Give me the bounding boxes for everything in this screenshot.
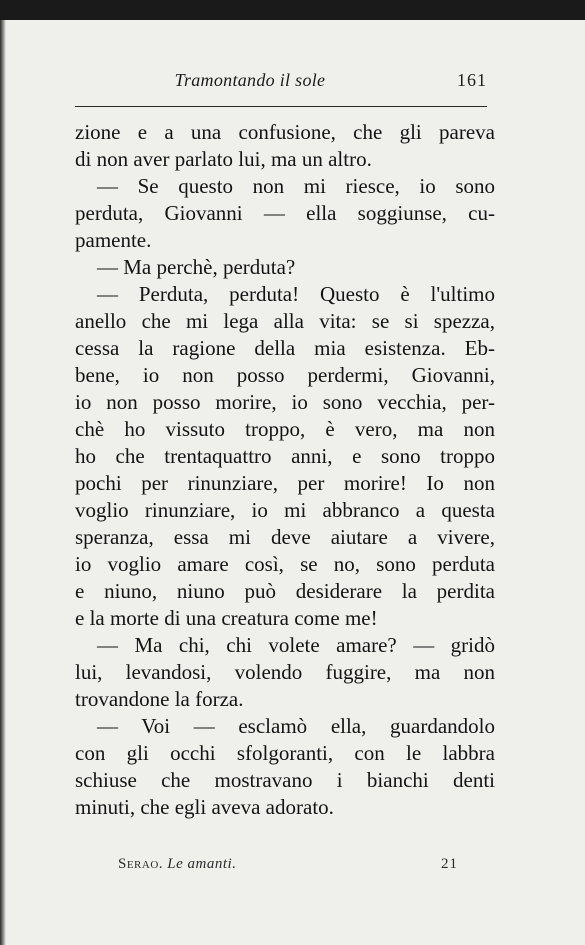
text-line: pamente. xyxy=(75,228,152,252)
text-line: bene, io non posso perdermi, Giovanni, xyxy=(75,363,495,387)
text-line: lui, levandosi, volendo fuggire, ma non xyxy=(75,660,495,684)
text-line: con gli occhi sfolgoranti, con le labbra xyxy=(75,741,495,765)
running-title: Tramontando il sole xyxy=(174,70,326,90)
text-line: ho che trentaquattro anni, e sono troppo xyxy=(75,444,495,468)
book-page xyxy=(0,20,585,945)
work-title: Le amanti. xyxy=(167,856,237,872)
signature-footer xyxy=(118,856,458,878)
running-header xyxy=(75,70,487,94)
header-rule xyxy=(75,106,487,107)
text-line: chè ho vissuto troppo, è vero, ma non xyxy=(75,417,495,441)
text-line: pochi per rinunziare, per morire! Io non xyxy=(75,471,495,495)
text-line: speranza, essa mi deve aiutare a vivere, xyxy=(75,525,495,549)
text-line: io non posso morire, io sono vecchia, per- xyxy=(75,390,495,414)
text-line: minuti, che egli aveva adorato. xyxy=(75,795,334,819)
text-line: — Ma chi, chi volete amare? — gridò xyxy=(97,633,495,657)
text-line: di non aver parlato lui, ma un altro. xyxy=(75,147,372,171)
text-line: voglio rinunziare, io mi abbranco a questa xyxy=(75,498,495,522)
text-line: trovandone la forza. xyxy=(75,687,244,711)
text-line: e la morte di una creatura come me! xyxy=(75,606,378,630)
text-line: e niuno, niuno può desiderare la perdita xyxy=(75,579,495,603)
text-line: — Voi — esclamò ella, guardandolo xyxy=(97,714,495,738)
text-line: zione e a una confusione, che gli pareva xyxy=(75,120,495,144)
body-text xyxy=(75,119,495,821)
signature-number: 21 xyxy=(441,856,458,872)
text-line: — Se questo non mi riesce, io sono xyxy=(97,174,495,198)
text-line: anello che mi lega alla vita: se si spezza, xyxy=(75,309,495,333)
text-line: — Perduta, perduta! Questo è l'ultimo xyxy=(97,282,495,306)
text-line: perduta, Giovanni — ella soggiunse, cu- xyxy=(75,201,495,225)
text-line: io voglio amare così, se no, sono perduta xyxy=(75,552,495,576)
text-line: schiuse che mostravano i bianchi denti xyxy=(75,768,495,792)
page-number: 161 xyxy=(457,70,487,90)
author-name: Serao. xyxy=(118,856,164,872)
signature-mark xyxy=(118,856,236,873)
text-line: cessa la ragione della mia esistenza. Eb- xyxy=(75,336,495,360)
page-binding-shadow xyxy=(0,20,6,945)
text-line: — Ma perchè, perduta? xyxy=(97,255,296,279)
